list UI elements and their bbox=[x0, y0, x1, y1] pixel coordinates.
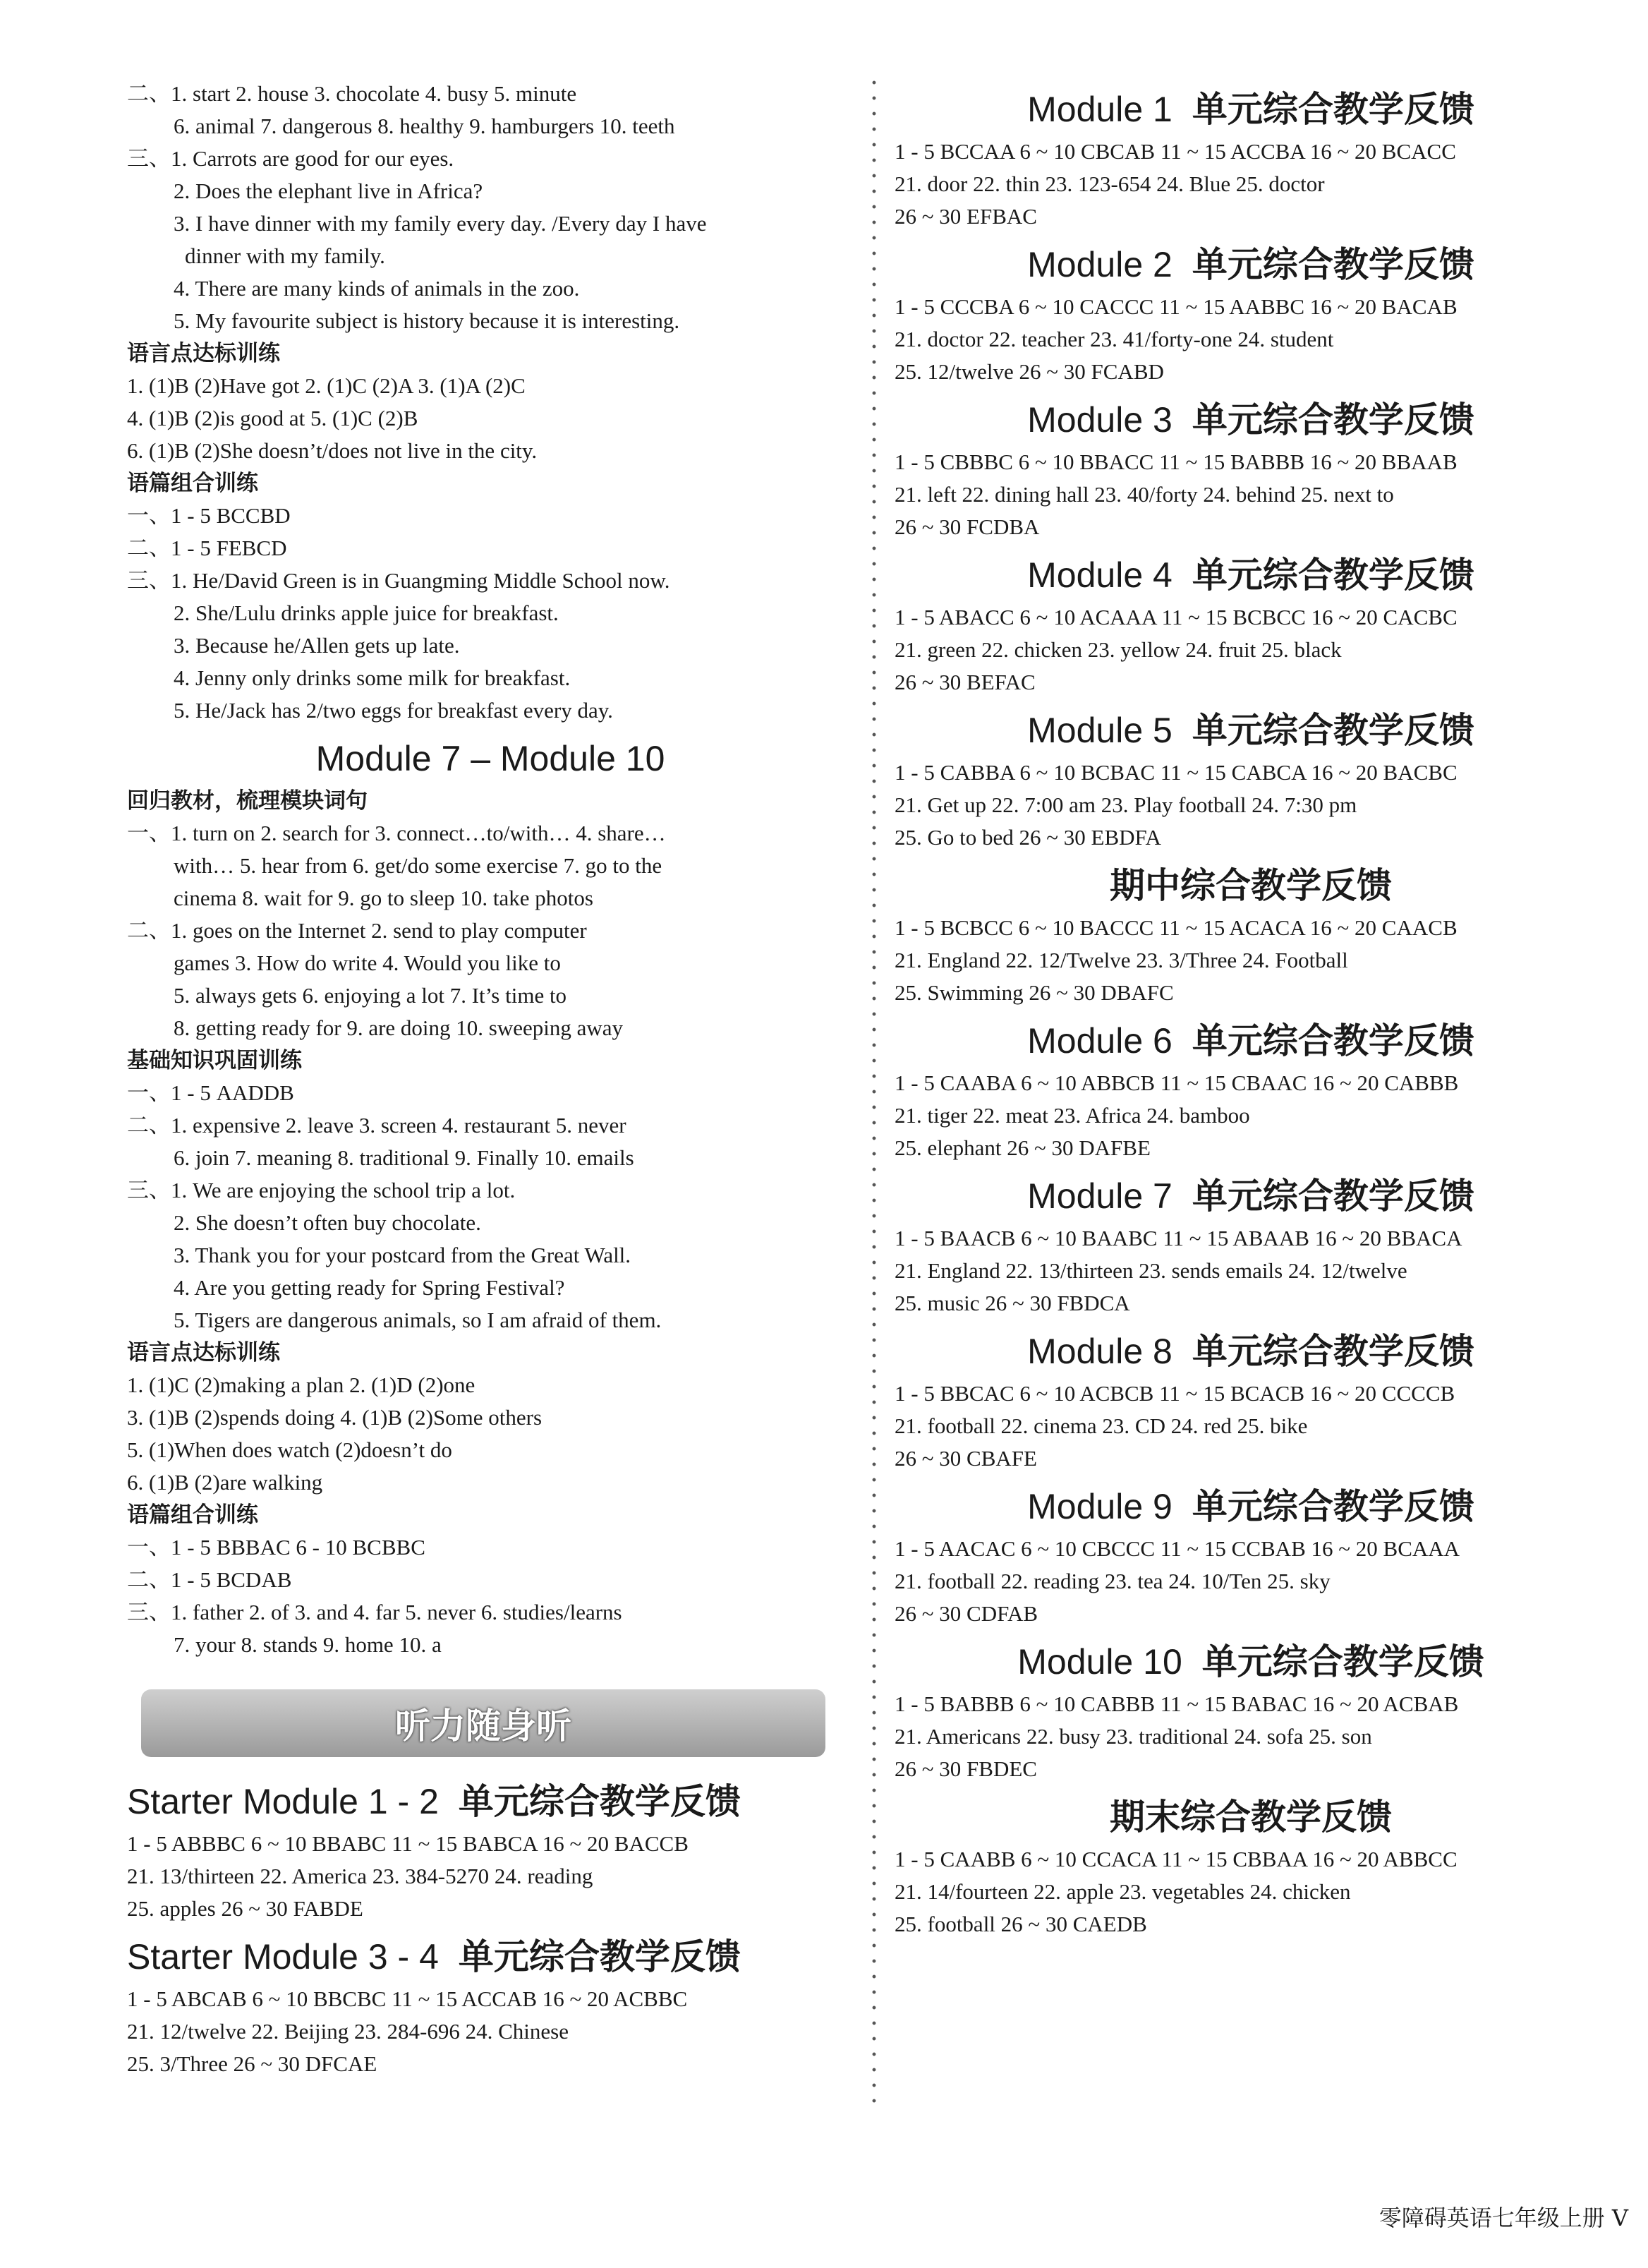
answer-line: 4. There are many kinds of animals in the zoo. bbox=[174, 276, 580, 301]
answer-line: 1. (1)B (2)Have got 2. (1)C (2)A 3. (1)A (2)C bbox=[127, 373, 526, 398]
answer-line: 2. Does the elephant live in Africa? bbox=[174, 179, 483, 203]
section-heading: 回归教材，梳理模块词句 bbox=[127, 788, 368, 813]
answer-line: 1 - 5 ABCAB 6 ~ 10 BBCBC 11 ~ 15 ACCAB 16 ~ 20 ACBBC bbox=[127, 1986, 688, 2011]
answer-line: 21. 13/thirteen 22. America 23. 384-5270 24. reading bbox=[127, 1864, 593, 1888]
module-title-en: Module 7 bbox=[1027, 1176, 1173, 1216]
answer-line: 1 - 5 BABBB 6 ~ 10 CABBB 11 ~ 15 BABAC 16 ~ 20 ACBAB bbox=[895, 1691, 1459, 1716]
module-title bbox=[895, 86, 1607, 133]
answer-line: 21. 14/fourteen 22. apple 23. vegetables 24. chicken bbox=[895, 1879, 1351, 1904]
module-title-cn: 单元综合教学反馈 bbox=[1192, 89, 1474, 130]
answer-line: 26 ~ 30 EFBAC bbox=[895, 204, 1037, 229]
answer-line: 1 - 5 BAACB 6 ~ 10 BAABC 11 ~ 15 ABAAB 16 ~ 20 BBACA bbox=[895, 1226, 1462, 1250]
answer-line: 6. (1)B (2)are walking bbox=[127, 1470, 323, 1495]
module-title-cn: 单元综合教学反馈 bbox=[1192, 1331, 1474, 1372]
answer-line: 5. always gets 6. enjoying a lot 7. It’s time to bbox=[174, 983, 567, 1008]
module-title-en: Module 5 bbox=[1027, 711, 1173, 750]
answer-line: 4. Are you getting ready for Spring Festival? bbox=[174, 1275, 565, 1300]
answer-line: 二、1 - 5 BCDAB bbox=[127, 1567, 292, 1592]
answer-line: 21. left 22. dining hall 23. 40/forty 24. behind 25. next to bbox=[895, 482, 1394, 507]
answer-line: 1 - 5 ABBBC 6 ~ 10 BBABC 11 ~ 15 BABCA 16 ~ 20 BACCB bbox=[127, 1831, 689, 1856]
answer-line: 21. Get up 22. 7:00 am 23. Play football 24. 7:30 pm bbox=[895, 792, 1357, 817]
answer-line: 1 - 5 CCCBA 6 ~ 10 CACCC 11 ~ 15 AABBC 16 ~ 20 BACAB bbox=[895, 294, 1458, 319]
answer-line: 5. Tigers are dangerous animals, so I am afraid of them. bbox=[174, 1308, 662, 1332]
module-title-cn: 单元综合教学反馈 bbox=[1192, 399, 1474, 440]
answer-line: cinema 8. wait for 9. go to sleep 10. take photos bbox=[174, 886, 593, 910]
answer-line: 1 - 5 CABBA 6 ~ 10 BCBAC 11 ~ 15 CABCA 16 ~ 20 BACBC bbox=[895, 760, 1458, 785]
answer-line: 二、1 - 5 FEBCD bbox=[127, 536, 287, 560]
answer-line: 1 - 5 AACAC 6 ~ 10 CBCCC 11 ~ 15 CCBAB 16 ~ 20 BCAAA bbox=[895, 1536, 1460, 1561]
answer-line: 26 ~ 30 FCDBA bbox=[895, 514, 1040, 539]
module-title bbox=[127, 1778, 854, 1825]
answer-line: 5. He/Jack has 2/two eggs for breakfast every day. bbox=[174, 698, 613, 723]
answer-line: 二、1. goes on the Internet 2. send to play computer bbox=[127, 918, 587, 943]
module-title bbox=[895, 707, 1607, 754]
module-title-en: Module 9 bbox=[1027, 1487, 1173, 1526]
answer-line: 25. 12/twelve 26 ~ 30 FCABD bbox=[895, 359, 1164, 384]
answer-line: 1 - 5 CAABA 6 ~ 10 ABBCB 11 ~ 15 CBAAC 16 ~ 20 CABBB bbox=[895, 1070, 1459, 1095]
module-title-cn: 单元综合教学反馈 bbox=[458, 1936, 741, 1977]
answer-line: 1. (1)C (2)making a plan 2. (1)D (2)one bbox=[127, 1373, 475, 1397]
answer-line: 1 - 5 CAABB 6 ~ 10 CCACA 11 ~ 15 CBBAA 16 ~ 20 ABBCC bbox=[895, 1847, 1458, 1871]
page-footer: 零障碍英语七年级上册 V bbox=[1379, 2204, 1628, 2231]
answer-line: 21. tiger 22. meat 23. Africa 24. bamboo bbox=[895, 1103, 1250, 1128]
answer-line: 21. Americans 22. busy 23. traditional 24. sofa 25. son bbox=[895, 1724, 1372, 1749]
answer-line: 4. Jenny only drinks some milk for breakfast. bbox=[174, 665, 571, 690]
module-title-cn: 期末综合教学反馈 bbox=[1110, 1797, 1392, 1838]
module-title bbox=[895, 1794, 1607, 1840]
module-title-cn: 单元综合教学反馈 bbox=[1192, 710, 1474, 751]
answer-line: 1 - 5 CBBBC 6 ~ 10 BBACC 11 ~ 15 BABBB 16 ~ 20 BBAAB bbox=[895, 450, 1458, 474]
answer-line: 1 - 5 BBCAC 6 ~ 10 ACBCB 11 ~ 15 BCACB 16 ~ 20 CCCCB bbox=[895, 1381, 1455, 1406]
answer-line: 25. football 26 ~ 30 CAEDB bbox=[895, 1912, 1147, 1936]
answer-line: 25. elephant 26 ~ 30 DAFBE bbox=[895, 1135, 1151, 1160]
answer-line: 一、1 - 5 AADDB bbox=[127, 1080, 294, 1105]
answer-line: 26 ~ 30 FBDEC bbox=[895, 1756, 1037, 1781]
answer-line: 26 ~ 30 BEFAC bbox=[895, 670, 1036, 694]
answer-line: 25. music 26 ~ 30 FBDCA bbox=[895, 1291, 1130, 1315]
answer-line: 1 - 5 BCCAA 6 ~ 10 CBCAB 11 ~ 15 ACCBA 16 ~ 20 BCACC bbox=[895, 139, 1456, 164]
module-title-en: Module 6 bbox=[1027, 1021, 1173, 1061]
answer-line: 21. door 22. thin 23. 123-654 24. Blue 25. doctor bbox=[895, 171, 1325, 196]
answer-line: 1 - 5 ABACC 6 ~ 10 ACAAA 11 ~ 15 BCBCC 16 ~ 20 CACBC bbox=[895, 605, 1458, 629]
answer-line: with… 5. hear from 6. get/do some exercise 7. go to the bbox=[174, 853, 662, 878]
answer-line: 21. football 22. reading 23. tea 24. 10/Ten 25. sky bbox=[895, 1569, 1331, 1593]
answer-line: 26 ~ 30 CDFAB bbox=[895, 1601, 1038, 1626]
answer-line: 25. Swimming 26 ~ 30 DBAFC bbox=[895, 980, 1174, 1005]
answer-line: 21. green 22. chicken 23. yellow 24. fruit 25. black bbox=[895, 637, 1342, 662]
module-title bbox=[895, 1173, 1607, 1219]
answer-line: 4. (1)B (2)is good at 5. (1)C (2)B bbox=[127, 406, 418, 430]
section-heading: 语篇组合训练 bbox=[127, 1502, 258, 1527]
answer-line: 6. animal 7. dangerous 8. healthy 9. hamburgers 10. teeth bbox=[174, 114, 675, 138]
section-heading: 语言点达标训练 bbox=[127, 341, 280, 366]
answer-line: 25. 3/Three 26 ~ 30 DFCAE bbox=[127, 2051, 377, 2076]
module-title-cn: 单元综合教学反馈 bbox=[1192, 244, 1474, 285]
answer-line: 5. (1)When does watch (2)doesn’t do bbox=[127, 1437, 452, 1462]
answer-line: 3. (1)B (2)spends doing 4. (1)B (2)Some others bbox=[127, 1405, 543, 1430]
module-title-cn: 单元综合教学反馈 bbox=[458, 1781, 741, 1822]
answer-line: 5. My favourite subject is history because it is interesting. bbox=[174, 308, 680, 333]
module-title bbox=[895, 862, 1607, 909]
section-heading: 语言点达标训练 bbox=[127, 1340, 280, 1365]
answer-line: 一、1 - 5 BBBAC 6 - 10 BCBBC bbox=[127, 1535, 425, 1560]
listening-banner: 听力随身听 bbox=[141, 1689, 825, 1757]
section-heading: 基础知识巩固训练 bbox=[127, 1048, 302, 1073]
right-column bbox=[895, 78, 1607, 1941]
module-title-en: Module 7 – Module 10 bbox=[315, 739, 665, 778]
module-title bbox=[895, 241, 1607, 288]
answer-line: 21. 12/twelve 22. Beijing 23. 284-696 24. Chinese bbox=[127, 2019, 569, 2044]
answer-line: 3. Because he/Allen gets up late. bbox=[174, 633, 460, 658]
module-title-en: Starter Module 1 - 2 bbox=[127, 1782, 439, 1821]
section-heading: 语篇组合训练 bbox=[127, 471, 258, 495]
answer-line: 8. getting ready for 9. are doing 10. sweeping away bbox=[174, 1015, 624, 1040]
left-column bbox=[127, 78, 854, 2080]
answer-line: 2. She/Lulu drinks apple juice for breakfast. bbox=[174, 601, 559, 625]
answer-line: 1 - 5 BCBCC 6 ~ 10 BACCC 11 ~ 15 ACACA 16 ~ 20 CAACB bbox=[895, 915, 1458, 940]
module-title-en: Starter Module 3 - 4 bbox=[127, 1937, 439, 1977]
module-title bbox=[127, 1934, 854, 1980]
answer-line: 7. your 8. stands 9. home 10. a bbox=[174, 1632, 442, 1657]
answer-line: 6. (1)B (2)She doesn’t/does not live in the city. bbox=[127, 438, 538, 463]
answer-line: dinner with my family. bbox=[185, 243, 385, 268]
module-title-cn: 单元综合教学反馈 bbox=[1192, 1486, 1474, 1527]
module-title-en: Module 10 bbox=[1017, 1642, 1182, 1682]
answer-line: 21. England 22. 12/Twelve 23. 3/Three 24. Football bbox=[895, 948, 1348, 972]
answer-line: 21. England 22. 13/thirteen 23. sends emails 24. 12/twelve bbox=[895, 1258, 1407, 1283]
answer-line: 25. apples 26 ~ 30 FABDE bbox=[127, 1896, 363, 1921]
answer-line: 一、1 - 5 BCCBD bbox=[127, 503, 291, 528]
module-title bbox=[895, 397, 1607, 443]
answer-line: 一、1. turn on 2. search for 3. connect…to/with… 4. share… bbox=[127, 821, 666, 845]
answer-line: 三、1. father 2. of 3. and 4. far 5. never 6. studies/learns bbox=[127, 1600, 622, 1624]
module-title bbox=[895, 552, 1607, 598]
module-title-cn: 单元综合教学反馈 bbox=[1192, 1020, 1474, 1061]
answer-line: games 3. How do write 4. Would you like to bbox=[174, 951, 561, 975]
module-title-cn: 期中综合教学反馈 bbox=[1110, 865, 1392, 906]
module-title bbox=[895, 1328, 1607, 1375]
module-title-en: Module 4 bbox=[1027, 555, 1173, 595]
module-title-en: Module 8 bbox=[1027, 1332, 1173, 1371]
module-title bbox=[895, 1639, 1607, 1685]
module-title-en: Module 1 bbox=[1027, 90, 1173, 129]
answer-line: 三、1. We are enjoying the school trip a lot. bbox=[127, 1178, 516, 1202]
answer-line: 二、1. start 2. house 3. chocolate 4. busy 5. minute bbox=[127, 81, 577, 106]
module-title-cn: 单元综合教学反馈 bbox=[1192, 1176, 1474, 1217]
answer-line: 三、1. He/David Green is in Guangming Middle School now. bbox=[127, 568, 670, 593]
module-title bbox=[895, 1018, 1607, 1064]
module-title-en: Module 3 bbox=[1027, 400, 1173, 440]
answer-line: 二、1. expensive 2. leave 3. screen 4. restaurant 5. never bbox=[127, 1113, 626, 1138]
answer-line: 25. Go to bed 26 ~ 30 EBDFA bbox=[895, 825, 1161, 850]
module-title-en: Module 2 bbox=[1027, 245, 1173, 284]
answer-line: 3. I have dinner with my family every day. /Every day I have bbox=[174, 211, 707, 236]
answer-line: 26 ~ 30 CBAFE bbox=[895, 1446, 1037, 1471]
module-title-cn: 单元综合教学反馈 bbox=[1201, 1641, 1484, 1682]
module-title-cn: 单元综合教学反馈 bbox=[1192, 555, 1474, 596]
column-divider bbox=[869, 78, 879, 2103]
answer-line: 21. football 22. cinema 23. CD 24. red 25. bike bbox=[895, 1413, 1308, 1438]
answer-line: 21. doctor 22. teacher 23. 41/forty-one 24. student bbox=[895, 327, 1334, 351]
module-title bbox=[895, 1483, 1607, 1530]
answer-line: 三、1. Carrots are good for our eyes. bbox=[127, 146, 454, 171]
answer-line: 6. join 7. meaning 8. traditional 9. Finally 10. emails bbox=[174, 1145, 634, 1170]
answer-line: 3. Thank you for your postcard from the Great Wall. bbox=[174, 1243, 631, 1267]
module-title bbox=[127, 735, 854, 782]
answer-line: 2. She doesn’t often buy chocolate. bbox=[174, 1210, 481, 1235]
